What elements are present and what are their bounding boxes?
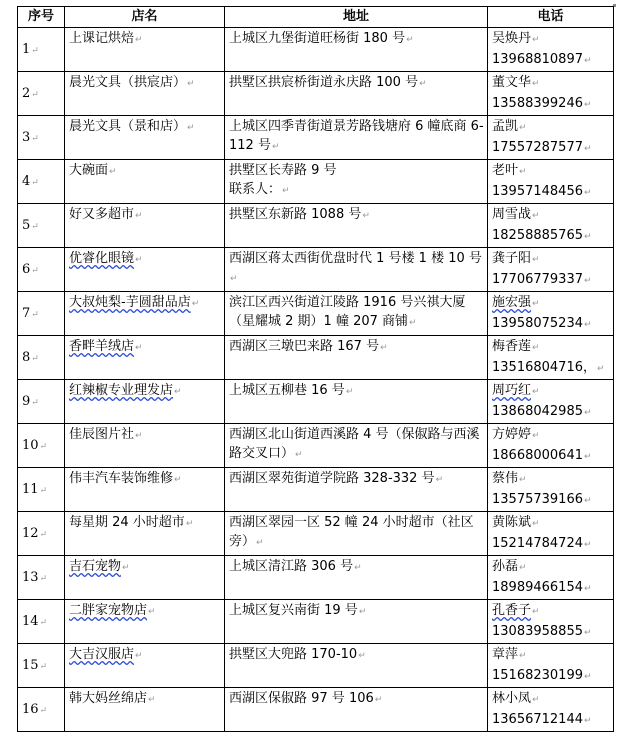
table-row	[18, 160, 614, 204]
paragraph-mark: ↵	[271, 142, 280, 152]
cell-contact	[488, 292, 614, 336]
table-row	[18, 292, 614, 336]
table-row	[18, 688, 614, 732]
cell-shop-name	[65, 204, 225, 248]
cell-shop-name	[65, 292, 225, 336]
contact-person: 方婷婷	[492, 427, 532, 442]
shop-name: 晨光文具（景和店）	[69, 119, 187, 134]
table-row	[18, 600, 614, 644]
cell-shop-name	[65, 512, 225, 556]
paragraph-mark: ↵	[519, 123, 527, 133]
cell-address	[225, 28, 488, 72]
cell-contact	[488, 512, 614, 556]
cell-contact	[488, 380, 614, 424]
cell-no	[18, 160, 65, 204]
cell-address	[225, 248, 488, 292]
paragraph-mark: ↵	[532, 79, 540, 89]
cell-contact	[488, 688, 614, 732]
phone-number: 13957148456	[492, 184, 583, 199]
table-header-row	[18, 7, 614, 28]
cell-contact	[488, 556, 614, 600]
cell-shop-name	[65, 28, 225, 72]
cell-shop-name	[65, 688, 225, 732]
paragraph-mark: ↵	[148, 695, 156, 705]
cell-shop-name	[65, 160, 225, 204]
cell-shop-name	[65, 380, 225, 424]
phone-number: 13958075234	[492, 316, 583, 331]
cell-contact	[488, 644, 614, 688]
paragraph-mark: ↵	[185, 519, 194, 529]
header-phone: 电话	[488, 7, 614, 28]
paragraph-mark: ↵	[187, 79, 195, 89]
paragraph-mark: ↵	[135, 431, 143, 441]
cell-contact	[488, 336, 614, 380]
paragraph-mark: ↵	[532, 387, 540, 397]
cell-shop-name	[65, 600, 225, 644]
paragraph-mark: ↵	[583, 100, 592, 110]
paragraph-mark: ↵	[532, 35, 540, 45]
address: 上城区清江路 306 号	[229, 559, 354, 574]
cell-shop-name	[65, 468, 225, 512]
row-number: 5	[22, 217, 31, 233]
cell-address	[225, 336, 488, 380]
paragraph-mark: ↵	[31, 133, 39, 144]
address: 西湖区保俶路 97 号 106	[229, 691, 374, 706]
row-number: 1	[22, 41, 31, 57]
shop-name: 伟丰汽车装饰维修	[69, 471, 174, 486]
contact-person: 周雪战	[492, 207, 532, 222]
paragraph-mark: ↵	[380, 343, 388, 353]
row-number: 15	[22, 657, 39, 673]
shop-name: 每星期 24 小时超市	[69, 515, 185, 530]
address: 西湖区翠园一区 52 幢 24 小时超市（社区旁）	[229, 515, 474, 549]
paragraph-mark: ↵	[135, 651, 143, 661]
row-number: 9	[22, 393, 31, 409]
paragraph-mark: ↵	[435, 475, 444, 485]
paragraph-mark: ↵	[583, 452, 592, 462]
paragraph-mark: ↵	[31, 221, 39, 232]
paragraph-mark: ↵	[519, 651, 527, 661]
paragraph-mark: ↵	[39, 485, 48, 496]
paragraph-mark: ↵	[532, 519, 540, 529]
cell-address	[225, 512, 488, 556]
row-number: 11	[22, 481, 39, 497]
cell-no	[18, 28, 65, 72]
address: 上城区复兴南街 19 号	[229, 603, 358, 618]
paragraph-mark: ↵	[583, 628, 592, 638]
paragraph-mark: ↵	[583, 188, 592, 198]
row-number: 4	[22, 173, 31, 189]
cell-no	[18, 600, 65, 644]
paragraph-mark: ↵	[596, 364, 605, 374]
paragraph-mark: ↵	[295, 450, 303, 460]
cell-no	[18, 116, 65, 160]
paragraph-mark: ↵	[532, 343, 540, 353]
shop-name: 韩大妈丝绵店	[69, 691, 148, 706]
cell-contact	[488, 424, 614, 468]
shop-name: 香畔羊绒店	[69, 339, 135, 354]
phone-number: 13575739166	[492, 492, 583, 507]
cell-no	[18, 644, 65, 688]
cell-no	[18, 512, 65, 556]
cell-no	[18, 468, 65, 512]
contact-person: 蔡伟	[492, 471, 519, 486]
paragraph-mark: ↵	[374, 695, 383, 705]
address: 西湖区翠苑街道学院路 328-332 号	[229, 471, 435, 486]
paragraph-mark: ↵	[31, 353, 39, 364]
paragraph-mark: ↵	[358, 651, 366, 661]
paragraph-mark: ↵	[583, 144, 592, 154]
header-no: 序号	[18, 7, 65, 28]
paragraph-mark: ↵	[31, 309, 39, 320]
paragraph-mark: ↵	[39, 573, 48, 584]
cell-address	[225, 556, 488, 600]
cell-contact	[488, 600, 614, 644]
table-row	[18, 72, 614, 116]
row-number: 3	[22, 129, 31, 145]
address: 上城区九堡街道旺杨街 180 号	[229, 31, 406, 46]
cell-address	[225, 380, 488, 424]
paragraph-mark: ↵	[406, 35, 414, 45]
paragraph-mark: ↵	[519, 167, 527, 177]
row-number: 6	[22, 261, 31, 277]
address: 拱墅区拱宸桥街道永庆路 100 号	[229, 75, 419, 90]
cell-no	[18, 380, 65, 424]
paragraph-mark: ↵	[532, 255, 540, 265]
paragraph-mark: ↵	[532, 431, 540, 441]
row-number: 2	[22, 85, 31, 101]
phone-number: 13968810897	[492, 52, 583, 67]
phone-number: 13516804716，	[492, 360, 596, 375]
cell-shop-name	[65, 72, 225, 116]
table-row	[18, 336, 614, 380]
paragraph-mark: ↵	[583, 56, 592, 66]
paragraph-mark: ↵	[31, 89, 39, 100]
paragraph-mark: ↵	[362, 211, 370, 221]
row-number: 16	[22, 701, 39, 717]
contact-person: 董文华	[492, 75, 532, 90]
table-row	[18, 204, 614, 248]
shop-name: 二胖家宠物店	[69, 603, 148, 618]
paragraph-mark: ↵	[191, 299, 200, 309]
paragraph-mark: ↵	[282, 186, 290, 196]
table-row	[18, 116, 614, 160]
phone-number: 17557287577	[492, 140, 583, 155]
contact-person: 章萍	[492, 647, 519, 662]
address: 滨江区西兴街道江陵路 1916 号兴祺大厦（星耀城 2 期）1 幢 207 商铺	[229, 295, 466, 329]
cell-no	[18, 688, 65, 732]
phone-number: 15214784724	[492, 536, 583, 551]
cell-no	[18, 336, 65, 380]
cell-address	[225, 204, 488, 248]
paragraph-mark: ↵	[532, 299, 540, 309]
table-row	[18, 644, 614, 688]
paragraph-mark: ↵	[135, 211, 143, 221]
header-name: 店名	[65, 7, 225, 28]
shop-name: 上课记烘焙	[69, 31, 135, 46]
contact-person: 吴焕丹	[492, 31, 532, 46]
paragraph-mark: ↵	[122, 563, 130, 573]
address-line2: 联系人：	[229, 182, 282, 197]
address: 上城区五柳巷 16 号	[229, 383, 345, 398]
table-row	[18, 512, 614, 556]
phone-number: 13083958855	[492, 624, 583, 639]
paragraph-mark: ↵	[31, 397, 39, 408]
paragraph-mark: ↵	[583, 276, 592, 286]
paragraph-mark: ↵	[109, 167, 117, 177]
cell-shop-name	[65, 336, 225, 380]
paragraph-mark: ↵	[31, 45, 39, 56]
address: 西湖区北山街道西溪路 4 号（保俶路与西溪路交叉口）	[229, 427, 480, 461]
paragraph-mark: ↵	[39, 661, 48, 672]
cell-no	[18, 72, 65, 116]
cell-address	[225, 424, 488, 468]
cell-shop-name	[65, 556, 225, 600]
phone-number: 13656712144	[492, 712, 583, 727]
cell-address	[225, 468, 488, 512]
contact-person: 周巧红	[492, 383, 532, 398]
cell-contact	[488, 248, 614, 292]
contact-person: 老叶	[492, 163, 519, 178]
phone-number: 13588399246	[492, 96, 583, 111]
row-number: 14	[22, 613, 39, 629]
shop-name: 优睿化眼镜	[69, 251, 135, 266]
paragraph-mark: ↵	[532, 695, 540, 705]
paragraph-mark: ↵	[583, 320, 592, 330]
shop-name: 大碗面	[69, 163, 109, 178]
paragraph-mark: ↵	[358, 607, 367, 617]
paragraph-mark: ↵	[230, 274, 238, 284]
contact-person: 孟凯	[492, 119, 519, 134]
paragraph-mark: ↵	[174, 387, 182, 397]
paragraph-mark: ↵	[135, 255, 143, 265]
row-number: 10	[22, 437, 39, 453]
cell-no	[18, 292, 65, 336]
paragraph-mark: ↵	[354, 563, 362, 573]
contact-person: 孙磊	[492, 559, 519, 574]
shop-name: 吉石宠物	[69, 559, 122, 574]
table-row	[18, 28, 614, 72]
cell-address	[225, 116, 488, 160]
phone-number: 17706779337	[492, 272, 583, 287]
header-address: 地址	[225, 7, 488, 28]
address: 西湖区三墩巴来路 167 号	[229, 339, 380, 354]
row-number: 8	[22, 349, 31, 365]
table-row	[18, 380, 614, 424]
shop-name: 红辣椒专业理发店	[69, 383, 174, 398]
paragraph-mark: ↵	[148, 607, 156, 617]
paragraph-mark: ↵	[39, 529, 48, 540]
phone-number: 18989466154	[492, 580, 583, 595]
table-row	[18, 556, 614, 600]
cell-address	[225, 160, 488, 204]
paragraph-mark: ↵	[256, 538, 264, 548]
address: 拱墅区大兜路 170-10	[229, 647, 358, 662]
cell-no	[18, 204, 65, 248]
shop-name: 佳辰图片社	[69, 427, 135, 442]
contact-person: 施宏强	[492, 295, 532, 310]
contact-person: 林小凤	[492, 691, 532, 706]
cell-contact	[488, 72, 614, 116]
phone-number: 18668000641	[492, 448, 583, 463]
cell-contact	[488, 204, 614, 248]
paragraph-mark: ↵	[583, 232, 592, 242]
cell-address	[225, 688, 488, 732]
row-number: 12	[22, 525, 39, 541]
cell-address	[225, 72, 488, 116]
cell-contact	[488, 28, 614, 72]
cell-shop-name	[65, 116, 225, 160]
paragraph-mark: ↵	[519, 475, 527, 485]
shop-name: 大叔炖梨-芋圆甜品店	[69, 295, 191, 310]
paragraph-mark: ↵	[583, 672, 592, 682]
cell-shop-name	[65, 424, 225, 468]
address: 拱墅区东新路 1088 号	[229, 207, 362, 222]
contact-person: 孔香子	[492, 603, 532, 618]
paragraph-mark: ↵	[583, 540, 592, 550]
cell-contact	[488, 468, 614, 512]
paragraph-mark: ↵	[409, 318, 417, 328]
shop-name: 好又多超市	[69, 207, 135, 222]
cell-address	[225, 600, 488, 644]
cell-no	[18, 556, 65, 600]
paragraph-mark: ↵	[583, 496, 592, 506]
phone-number: 15168230199	[492, 668, 583, 683]
phone-number: 13868042985	[492, 404, 583, 419]
cell-shop-name	[65, 248, 225, 292]
paragraph-mark: ↵	[583, 584, 592, 594]
row-number: 13	[22, 569, 39, 585]
row-number: 7	[22, 305, 31, 321]
paragraph-mark: ↵	[419, 79, 427, 89]
contact-person: 龚子阳	[492, 251, 532, 266]
paragraph-mark: ↵	[39, 441, 48, 452]
paragraph-mark: ↵	[135, 35, 143, 45]
table-row	[18, 248, 614, 292]
cell-contact	[488, 116, 614, 160]
cell-no	[18, 248, 65, 292]
paragraph-mark: ↵	[187, 123, 195, 133]
contact-person: 黄陈斌	[492, 515, 532, 530]
cell-address	[225, 644, 488, 688]
paragraph-mark: ↵	[39, 705, 48, 716]
phone-number: 18258885765	[492, 228, 583, 243]
address: 西湖区蒋太西街优盘时代 1 号楼 1 楼 10 号	[229, 251, 482, 266]
shop-name: 晨光文具（拱宸店）	[69, 75, 187, 90]
shop-name: 大吉汉服店	[69, 647, 135, 662]
paragraph-mark: ↵	[345, 387, 354, 397]
address: 拱墅区长寿路 9 号	[229, 163, 337, 178]
paragraph-mark: ↵	[532, 211, 540, 221]
table-row	[18, 468, 614, 512]
paragraph-mark: ↵	[31, 177, 39, 188]
paragraph-mark: ↵	[519, 563, 527, 573]
cell-no	[18, 424, 65, 468]
table-row	[18, 424, 614, 468]
paragraph-mark: ↵	[39, 617, 48, 628]
contact-person: 梅香莲	[492, 339, 532, 354]
cell-shop-name	[65, 644, 225, 688]
paragraph-mark: ↵	[583, 716, 592, 726]
cell-contact	[488, 160, 614, 204]
paragraph-mark: ↵	[532, 607, 540, 617]
paragraph-mark: ↵	[583, 408, 592, 418]
paragraph-mark: ↵	[31, 265, 39, 276]
paragraph-mark: ↵	[174, 475, 182, 485]
cell-address	[225, 292, 488, 336]
paragraph-mark: ↵	[135, 343, 143, 353]
shop-table	[17, 6, 614, 732]
address: 上城区四季青街道景芳路钱塘府 6 幢底商 6-112 号	[229, 119, 484, 153]
